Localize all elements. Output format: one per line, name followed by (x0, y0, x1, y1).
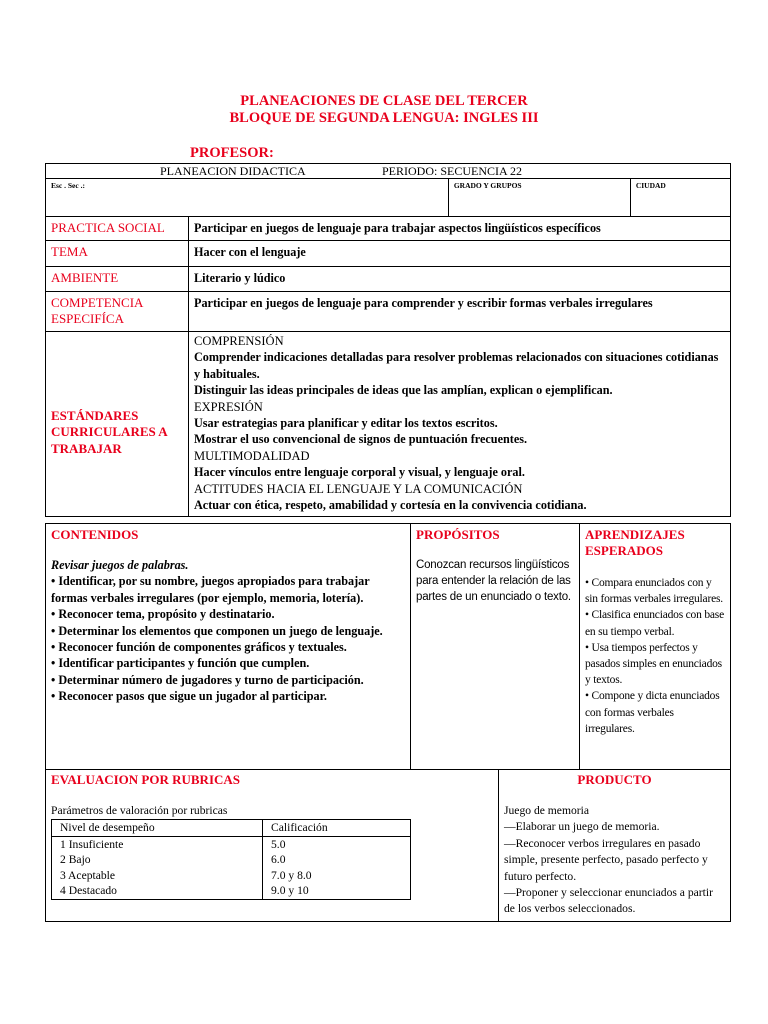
estandar-item: Usar estrategias para planificar y editar los textos escritos. (194, 416, 498, 431)
comprension-heading: COMPRENSIÓN (194, 334, 284, 348)
rubric-calificacion: 9.0 y 10 (263, 883, 411, 899)
rubric-calificacion: 6.0 (263, 852, 411, 868)
rubric-row (52, 883, 411, 899)
aprendizajes-cell (580, 524, 731, 770)
school-info-row (46, 179, 731, 217)
row-label: AMBIENTE (46, 267, 189, 292)
estandar-item: Distinguir las ideas principales de ideas que las amplían, explican o ejemplifican. (194, 383, 613, 398)
rubric-header-nivel: Nivel de desempeño (52, 820, 263, 837)
competencia-row (46, 292, 731, 332)
estandar-item: Actuar con ética, respeto, amabilidad y cortesía en la convivencia cotidiana. (194, 498, 587, 513)
contenidos-item: • Reconocer función de componentes gráficos y textuales. (51, 640, 347, 655)
producto-title: PRODUCTO (577, 772, 652, 787)
contenidos-item: • Determinar los elementos que componen un juego de lenguaje. (51, 623, 383, 638)
estandar-item: Hacer vínculos entre lenguaje corporal y visual, y lenguaje oral. (194, 465, 525, 480)
estandar-item: Mostrar el uso convencional de signos de puntuación frecuentes. (194, 432, 528, 447)
rubric-nivel: 4 Destacado (52, 883, 263, 899)
multimodalidad-heading: MULTIMODALIDAD (194, 448, 310, 463)
grado-grupos-cell (448, 179, 630, 217)
planeacion-header-row (46, 164, 731, 179)
propositos-title: PROPÓSITOS (416, 527, 500, 542)
contenidos-title: CONTENIDOS (51, 527, 139, 542)
expresion-heading: EXPRESIÓN (194, 399, 263, 414)
periodo-label: PERIODO: SECUENCIA 22 (382, 164, 523, 178)
aprendizaje-item: • Compara enunciados con y sin formas verbales irregulares. (585, 577, 723, 606)
rubric-nivel: 1 Insuficiente (52, 836, 263, 852)
producto-line: —Reconocer verbos irregulares en pasado simple, presente perfecto, pasado perfecto y futuro perfecto. (504, 836, 708, 883)
rubric-calificacion: 5.0 (263, 836, 411, 852)
contenidos-item: • Reconocer tema, propósito y destinatario. (51, 607, 275, 622)
rubric-nivel: 2 Bajo (52, 852, 263, 868)
rubric-row (52, 868, 411, 884)
contenidos-item: • Identificar participantes y función que cumplen. (51, 656, 310, 671)
esc-sec-label: Esc . Sec .: (51, 181, 85, 190)
row-label: COMPETENCIA ESPECIFÍCA (46, 292, 189, 332)
esc-sec-cell (46, 179, 449, 217)
rubric-row (52, 836, 411, 852)
row-value: Participar en juegos de lenguaje para comprender y escribir formas verbales irregulares (189, 292, 731, 332)
planeacion-table (45, 163, 731, 517)
contenidos-cell (46, 524, 411, 770)
row-value: Hacer con el lenguaje (189, 241, 731, 267)
ambiente-row (46, 267, 731, 292)
aprendizaje-item: • Compone y dicta enunciados con formas verbales irregulares. (585, 690, 720, 735)
estandar-item: Comprender indicaciones detalladas para resolver problemas relacionados con situaciones cotidianas y habituales. (194, 350, 719, 381)
propositos-text: Conozcan recursos lingüísticos para entender la relación de las partes de un enunciado o texto. (416, 559, 571, 604)
aprendizajes-title: APRENDIZAJES ESPERADOS (585, 527, 685, 558)
actitudes-heading: ACTITUDES HACIA EL LENGUAJE Y LA COMUNICACIÓN (194, 481, 523, 496)
estandares-row (46, 332, 731, 517)
row-label: PRACTICA SOCIAL (46, 217, 189, 241)
evaluacion-cell (46, 770, 499, 922)
ciudad-cell (630, 179, 730, 217)
practica-social-row (46, 217, 731, 241)
contenidos-item: • Identificar, por su nombre, juegos apropiados para trabajar formas verbales irregulares (por ejemplo, memoria, lotería). (51, 574, 370, 605)
rubric-row (52, 852, 411, 868)
producto-line: —Proponer y seleccionar enunciados a partir de los verbos seleccionados. (504, 886, 713, 916)
propositos-cell (411, 524, 580, 770)
rubric-header-row (52, 820, 411, 837)
estandares-label (46, 332, 189, 517)
contenidos-table (45, 523, 731, 770)
document-title-line2: BLOQUE DE SEGUNDA LENGUA: INGLES III (229, 110, 539, 126)
grado-grupos-label: GRADO Y GRUPOS (453, 181, 522, 190)
aprendizaje-item: • Clasifica enunciados con base en su tiempo verbal. (585, 609, 724, 638)
estandares-label-text: ESTÁNDARES CURRICULARES A TRABAJAR (51, 407, 167, 456)
ciudad-label: CIUDAD (635, 181, 666, 190)
row-value: Literario y lúdico (189, 267, 731, 292)
contenidos-item: • Reconocer pasos que sigue un jugador al participar. (51, 689, 327, 704)
producto-cell (499, 770, 731, 922)
planeacion-didactica-label: PLANEACION DIDACTICA (160, 164, 306, 178)
rubric-params-text: Parámetros de valoración por rubricas (51, 804, 228, 817)
row-label: TEMA (46, 241, 189, 267)
rubric-calificacion: 7.0 y 8.0 (263, 868, 411, 884)
evaluacion-table (45, 769, 731, 922)
contenidos-subtitle: Revisar juegos de palabras. (51, 558, 189, 572)
rubric-nivel: 3 Aceptable (52, 868, 263, 884)
rubric-header-calificacion: Calificación (263, 820, 411, 837)
producto-line: —Elaborar un juego de memoria. (504, 820, 660, 834)
profesor-label: PROFESOR: (190, 145, 274, 161)
row-value: Participar en juegos de lenguaje para trabajar aspectos lingüísticos específicos (189, 217, 731, 241)
aprendizaje-item: • Usa tiempos perfectos y pasados simples en enunciados y textos. (585, 641, 722, 687)
evaluacion-title: EVALUACION POR RUBRICAS (51, 772, 241, 787)
producto-line: Juego de memoria (504, 804, 589, 817)
document-title-line1: PLANEACIONES DE CLASE DEL TERCER (240, 93, 528, 109)
tema-row (46, 241, 731, 267)
estandares-content (189, 332, 731, 517)
rubric-table (51, 819, 411, 900)
contenidos-item: • Determinar número de jugadores y turno de participación. (51, 672, 364, 687)
